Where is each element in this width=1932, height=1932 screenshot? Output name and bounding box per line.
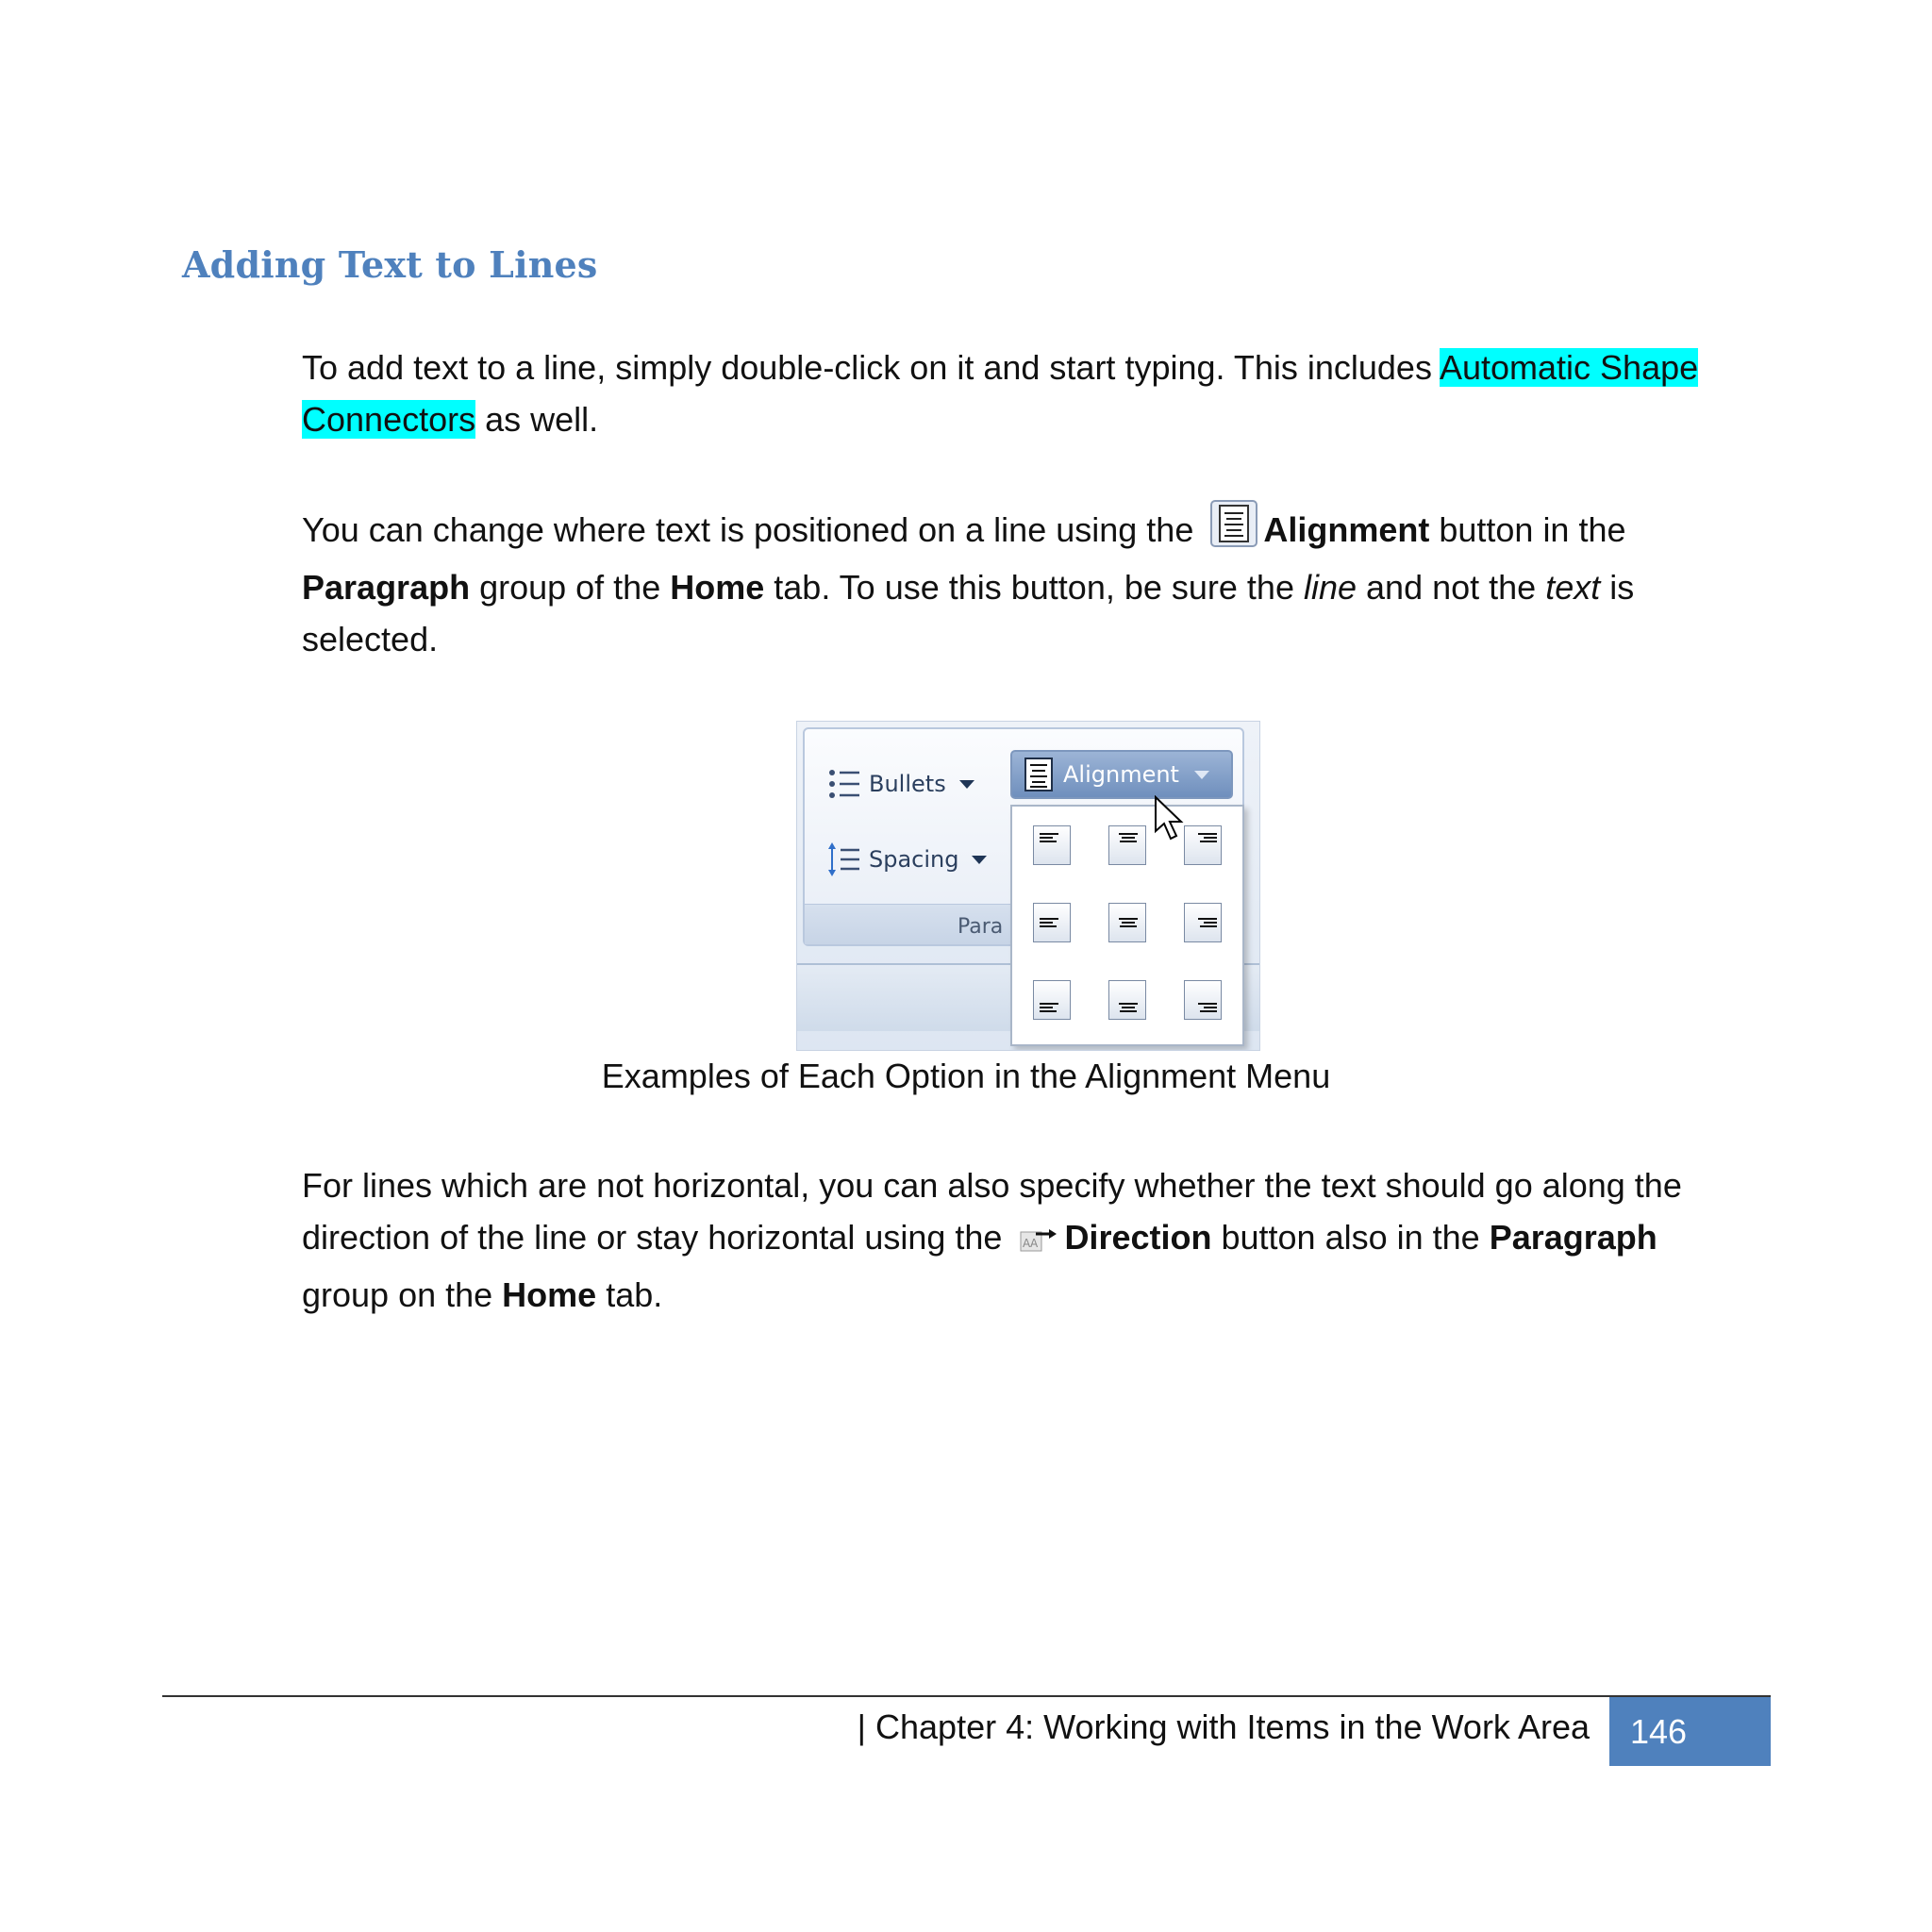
align-bottom-left-icon	[1034, 981, 1072, 1021]
align-top-center-icon[interactable]	[1108, 825, 1146, 865]
align-middle-center-icon	[1109, 904, 1147, 943]
bold-paragraph: Paragraph	[302, 568, 471, 607]
svg-text:A: A	[1030, 1237, 1039, 1250]
figure-caption: Examples of Each Option in the Alignment Menu	[601, 1057, 1331, 1095]
spacing-label: Spacing	[869, 846, 959, 873]
alignment-label: Alignment	[1063, 761, 1179, 788]
alignment-menu-figure	[796, 721, 1260, 1051]
footer-rule	[162, 1695, 1771, 1697]
paragraph-direction	[302, 1159, 1717, 1321]
alignment-button[interactable]	[1010, 750, 1233, 799]
bullets-button[interactable]	[827, 767, 974, 801]
chevron-down-icon	[959, 780, 974, 789]
p2-text: You can change where text is positioned on a line using the	[302, 510, 1204, 549]
align-bottom-left-icon[interactable]	[1033, 980, 1071, 1020]
bullets-icon	[827, 767, 861, 801]
p2-text: tab. To use this button, be sure the	[764, 568, 1304, 607]
bullets-label: Bullets	[869, 771, 946, 797]
p2-text: is selected.	[302, 568, 1635, 658]
chevron-down-icon	[972, 856, 987, 864]
italic-line: line	[1303, 568, 1357, 607]
alignment-dropdown-menu	[1010, 805, 1244, 1046]
align-top-center-icon	[1109, 826, 1147, 866]
align-middle-left-icon	[1034, 904, 1072, 943]
section-heading: Adding Text to Lines	[182, 243, 598, 286]
bold-home: Home	[502, 1275, 597, 1314]
align-top-left-icon[interactable]	[1033, 825, 1071, 865]
p3-text: tab.	[596, 1275, 663, 1314]
direction-icon	[1019, 1217, 1058, 1269]
mouse-cursor-icon	[1154, 795, 1186, 842]
chevron-down-icon	[1194, 771, 1209, 779]
svg-text:A: A	[1023, 1237, 1031, 1250]
p2-text: and not the	[1357, 568, 1546, 607]
alignment-icon	[1210, 500, 1257, 561]
alignment-icon	[1024, 757, 1054, 792]
paragraph-alignment	[302, 500, 1717, 665]
align-middle-left-icon[interactable]	[1033, 903, 1071, 942]
line-spacing-icon	[827, 841, 861, 878]
align-bottom-center-icon[interactable]	[1108, 980, 1146, 1020]
align-middle-center-icon[interactable]	[1108, 903, 1146, 942]
align-bottom-right-icon	[1185, 981, 1223, 1021]
align-bottom-center-icon	[1109, 981, 1147, 1021]
bold-home: Home	[670, 568, 765, 607]
p3-text: group on the	[302, 1275, 503, 1314]
align-top-left-icon	[1034, 826, 1072, 866]
bold-paragraph: Paragraph	[1489, 1218, 1657, 1257]
p1-text: To add text to a line, simply double-click on it and start typing. This includes	[302, 348, 1440, 387]
p3-text: For lines which are not horizontal, you can also specify whether the text should go along the direction of the line or stay horizontal using the	[302, 1166, 1682, 1257]
page-number: 146	[1609, 1697, 1771, 1766]
highlighted-term: Automatic Shape Connectors	[302, 348, 1699, 439]
align-top-right-icon[interactable]	[1184, 825, 1222, 865]
align-middle-right-icon	[1185, 904, 1223, 943]
align-top-right-icon	[1185, 826, 1223, 866]
p2-text: button in the	[1429, 510, 1626, 549]
paragraph-add-text	[302, 341, 1717, 445]
footer-chapter: | Chapter 4: Working with Items in the Work Area	[857, 1707, 1590, 1746]
p2-text: group of the	[470, 568, 671, 607]
p1-text-end: as well.	[475, 400, 599, 439]
bold-direction: Direction	[1064, 1218, 1212, 1257]
align-middle-right-icon[interactable]	[1184, 903, 1222, 942]
group-label: Para	[958, 915, 1004, 939]
p3-text: button also in the	[1211, 1218, 1490, 1257]
align-bottom-right-icon[interactable]	[1184, 980, 1222, 1020]
italic-text: text	[1545, 568, 1601, 607]
spacing-button[interactable]	[827, 841, 987, 878]
bold-alignment: Alignment	[1263, 510, 1430, 549]
